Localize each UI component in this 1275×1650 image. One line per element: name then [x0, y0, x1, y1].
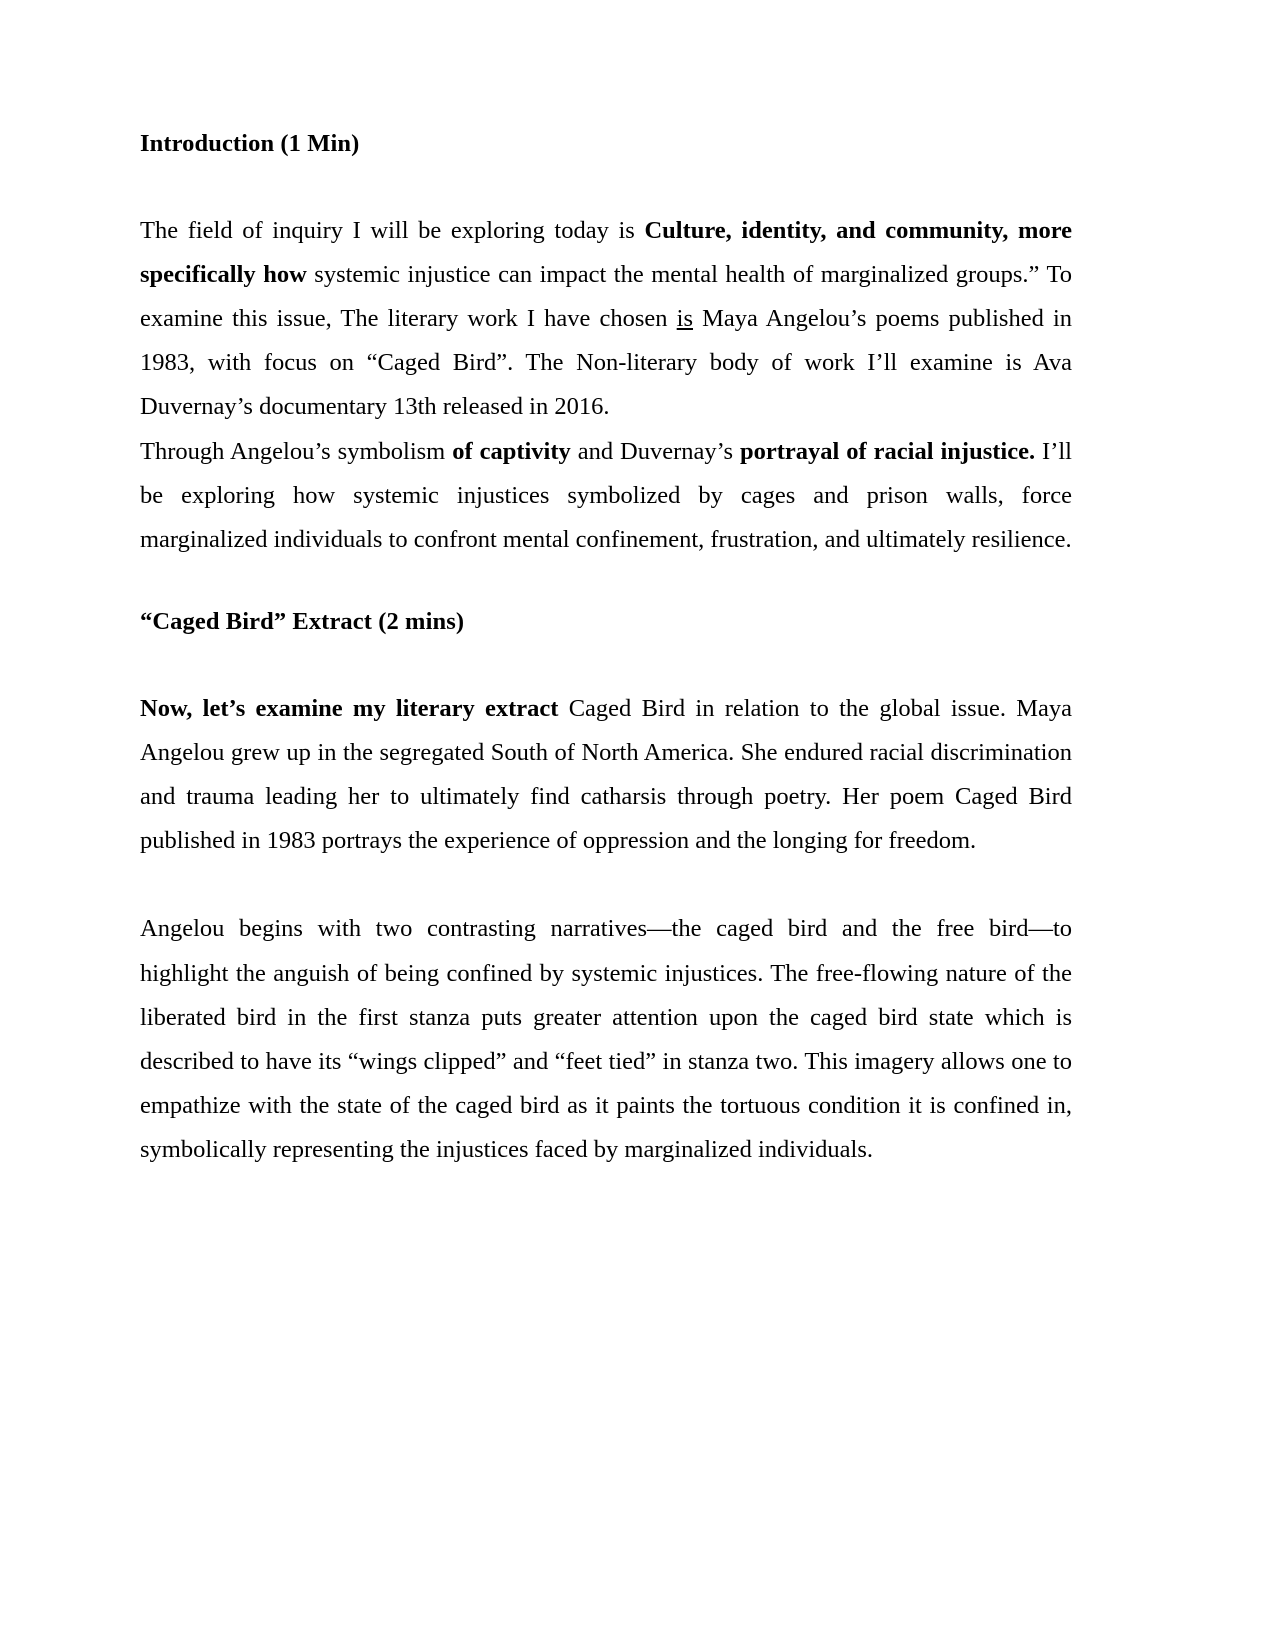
- run-text-bold: Now, let’s examine my literary extract: [140, 694, 559, 722]
- run-text: Maya Angelou’s poems published in 1983, with focus on “Caged Bird”. The Non-literary body of work I’ll examine is Ava Duvernay’s documentary 13th released in 2016.: [140, 304, 1072, 421]
- run-text: systemic injustice can impact the mental health of marginalized groups.” To examine this issue, The literary work I have chosen: [140, 260, 1072, 332]
- heading-introduction: Introduction (1 Min): [140, 130, 360, 157]
- paragraph-intro-2: [140, 430, 1072, 563]
- run-text: Angelou begins with two contrasting narratives—the caged bird and the free bird—to highlight the anguish of being confined by systemic injustices. The free-flowing nature of the liberated bird in the first stanza puts greater attention upon the caged bird state which is described to have its “wings clipped” and “feet tied” in stanza two. This imagery allows one to empathize with the state of the caged bird as it paints the tortuous condition it is confined in, symbolically representing the injustices faced by marginalized individuals.: [140, 915, 1072, 1164]
- run-text: Caged Bird in relation to the global issue. Maya Angelou grew up in the segregated South of North America. She endured racial discrimination and trauma leading her to ultimately find catharsis through poetry. Her poem Caged Bird published in 1983 portrays the experience of oppression and the longing for freedom.: [140, 694, 1072, 855]
- run-text-bold: of captivity: [452, 437, 571, 465]
- spacer: [140, 562, 1072, 610]
- run-text: I’ll be exploring how systemic injustices symbolized by cages and prison walls, force marginalized individuals to confront mental confinement, frustration, and ultimately resilience.: [140, 437, 1072, 553]
- run-text-bold: portrayal of racial injustice.: [739, 437, 1036, 465]
- run-text: Through Angelou’s symbolism: [140, 437, 453, 465]
- paragraph-extract-2: [140, 907, 1072, 1172]
- paragraph-intro-1: [140, 209, 1072, 430]
- spacer: [140, 157, 1072, 209]
- run-text: The field of inquiry I will be exploring today is: [140, 216, 645, 244]
- run-text-bold: Culture, identity, and community, more specifically how: [140, 216, 1073, 288]
- spacer: [140, 863, 1072, 907]
- run-text: and Duvernay’s: [570, 437, 740, 465]
- run-text-underline: is: [676, 304, 694, 332]
- spacer: [140, 635, 1072, 687]
- document-body: [140, 132, 1072, 1173]
- heading-caged-bird-extract: “Caged Bird” Extract (2 mins): [140, 608, 465, 636]
- paragraph-extract-1: [140, 687, 1072, 864]
